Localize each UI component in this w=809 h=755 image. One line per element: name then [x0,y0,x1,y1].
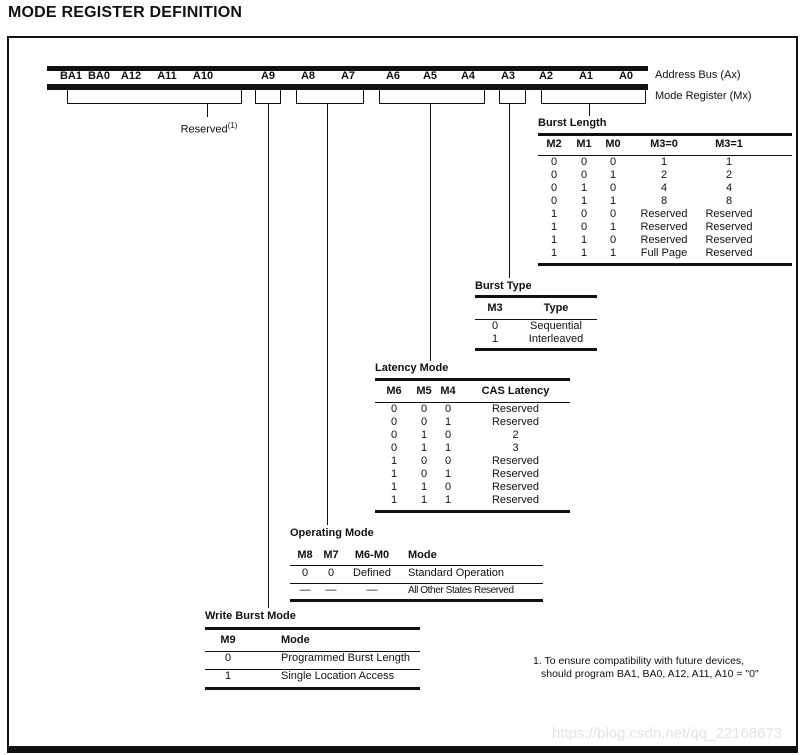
operating-mode-table [290,527,543,602]
table-cell: 3 [512,442,519,454]
table-cell: 1 [580,234,588,246]
table-cell: 0 [550,169,558,181]
table-cell: Reserved [491,494,540,506]
table-cell: 4 [660,182,668,194]
table-row [205,670,420,683]
table-body [538,156,792,260]
table-cell: 0 [420,403,428,415]
table-cell: Reserved [705,208,753,220]
address-bit-a2: A2 [538,70,554,82]
footnote-line-1: 1. To ensure compatibility with future devices, [533,655,745,667]
table-cell: Defined [353,567,391,579]
table-cell: — [325,584,337,596]
table-cell: 1 [491,333,499,345]
column-header: Type [543,302,569,314]
table-cell: 0 [444,455,452,467]
table-cell: 8 [725,195,733,207]
column-header: M6 [386,385,402,397]
address-bit-a3: A3 [500,70,516,82]
table-cell: 0 [609,182,617,194]
address-bit-ba0: BA0 [87,70,111,82]
rule-thin [290,565,543,566]
address-bit-a1: A1 [578,70,594,82]
table-cell: 0 [609,208,617,220]
table-body [290,567,543,597]
rule-thick [375,510,570,513]
column-header: M4 [440,385,456,397]
table-cell: 1 [609,169,617,181]
watermark: https://blog.csdn.net/qq_22168673 [552,725,783,742]
table-title: Burst Length [538,117,607,129]
table-cell: 0 [609,234,617,246]
address-bit-a10: A10 [192,70,214,82]
table-cell: 0 [301,567,309,579]
connector-write-burst-mode [268,104,269,608]
table-cell: 0 [580,156,588,168]
rule-thick [475,295,597,298]
table-cell: 0 [420,416,428,428]
table-cell: 2 [512,429,519,441]
page-title: MODE REGISTER DEFINITION [8,4,243,21]
bracket-a3 [499,89,526,104]
table-row [538,195,792,208]
connector-reserved [207,104,208,117]
address-bit-a8: A8 [300,70,316,82]
connector-operating-mode [327,104,328,525]
rule-thick [375,378,570,381]
table-cell: Reserved [640,221,688,233]
footnote-line-2: should program BA1, BA0, A12, A11, A10 = "0" [541,667,759,680]
table-header-row [375,385,570,398]
address-bit-a12: A12 [120,70,142,82]
table-row [538,247,792,260]
bracket-a6-a4 [379,89,485,104]
table-cell: 8 [660,195,668,207]
table-cell: 1 [444,494,452,506]
table-row [538,169,792,182]
table-cell: 1 [609,221,617,233]
table-header-row [475,302,597,315]
column-header: M7 [323,549,339,561]
column-header: M9 [220,634,236,646]
rule-thick [290,599,543,602]
bracket-a2-a0 [541,89,646,104]
table-cell: 0 [580,208,588,220]
column-header: M0 [605,138,621,150]
column-header: M6-M0 [354,549,390,561]
table-cell: 1 [580,182,588,194]
table-cell: 1 [444,468,452,480]
table-cell: 0 [580,169,588,181]
column-header: Mode [408,549,437,561]
table-cell: 2 [660,169,668,181]
burst-length-table [538,117,792,266]
table-cell: Standard Operation [408,567,505,579]
table-row [538,156,792,169]
table-cell: 1 [660,156,668,168]
table-row [375,429,570,442]
table-cell: 1 [550,208,558,220]
table-row [290,567,543,580]
address-bit-a7: A7 [340,70,356,82]
table-cell: 0 [327,567,335,579]
address-bit-a9: A9 [260,70,276,82]
table-row [375,442,570,455]
latency-mode-table [375,362,570,513]
table-cell: 1 [609,195,617,207]
table-cell: Reserved [705,234,753,246]
table-cell: 0 [491,320,499,332]
table-row [538,221,792,234]
table-cell: 1 [390,494,398,506]
table-row [538,182,792,195]
rule-thick [205,627,420,630]
table-cell: Programmed Burst Length [281,652,411,664]
column-header: M8 [297,549,313,561]
column-header: CAS Latency [481,385,550,397]
table-cell: 1 [580,195,588,207]
table-cell: 0 [444,429,452,441]
table-row [375,468,570,481]
rule-thick [538,133,792,136]
table-row [538,208,792,221]
table-cell: 2 [725,169,733,181]
rule-thick [538,263,792,266]
table-row [475,333,597,346]
bracket-a8-a7 [296,89,364,104]
write-burst-mode-table [205,610,420,690]
address-bit-a5: A5 [422,70,438,82]
table-cell: 0 [444,403,452,415]
table-cell: 0 [420,468,428,480]
table-cell: 1 [420,442,428,454]
address-bit-a11: A11 [157,70,177,82]
table-cell: — [366,584,378,596]
table-cell: 0 [390,403,398,415]
address-bus-label: Address Bus (Ax) [655,69,741,81]
table-cell: 0 [580,221,588,233]
table-cell: Reserved [640,234,688,246]
rule-thick [475,348,597,351]
table-cell: 0 [420,455,428,467]
table-row [375,403,570,416]
table-cell: 1 [444,416,452,428]
address-bit-ba1: BA1 [59,70,83,82]
table-cell: All Other States Reserved [408,585,514,596]
reserved-label [181,119,238,137]
table-cell: 1 [390,455,398,467]
table-cell: 1 [420,429,428,441]
table-header-row [538,138,792,151]
table-cell: 1 [550,221,558,233]
table-header-row [290,549,543,562]
table-header-row [205,634,420,647]
table-cell: 1 [420,481,428,493]
table-cell: 4 [725,182,733,194]
table-row [375,481,570,494]
table-cell: 1 [444,442,452,454]
rule-thick [205,687,420,690]
table-title: Latency Mode [375,362,449,374]
table-cell: Sequential [530,320,582,332]
table-row [205,652,420,665]
reserved-footnote-ref: (1) [227,121,238,130]
table-cell: 0 [444,481,452,493]
column-header: M2 [546,138,562,150]
bracket-a9 [255,89,281,104]
table-cell: 1 [390,468,398,480]
table-cell: 1 [224,670,232,682]
table-cell: 0 [390,416,398,428]
table-cell: 0 [390,429,398,441]
table-body [205,652,420,683]
table-cell: Reserved [491,416,540,428]
address-bit-a4: A4 [460,70,476,82]
table-cell: Reserved [705,247,753,259]
table-cell: 1 [609,247,617,259]
table-cell: 1 [550,234,558,246]
table-cell: 0 [609,156,617,168]
connector-burst-length [589,104,590,116]
column-header: M1 [576,138,592,150]
table-cell: 1 [550,247,558,259]
table-cell: 0 [390,442,398,454]
table-row [538,234,792,247]
address-bit-a0: A0 [618,70,634,82]
table-cell: Reserved [491,403,540,415]
table-cell: Reserved [491,481,540,493]
table-cell: Reserved [705,221,753,233]
table-cell: 1 [725,156,733,168]
table-cell: Interleaved [528,333,584,345]
table-cell: 1 [580,247,588,259]
table-cell: Reserved [640,208,688,220]
burst-type-table [475,280,597,351]
table-cell: 0 [550,195,558,207]
table-cell: 1 [390,481,398,493]
table-cell: Reserved [491,455,540,467]
table-row [290,584,543,597]
table-row [475,320,597,333]
table-cell: 1 [420,494,428,506]
table-cell: Full Page [640,247,688,259]
table-title: Write Burst Mode [205,610,296,622]
table-cell: Reserved [491,468,540,480]
table-row [375,494,570,507]
address-bit-a6: A6 [385,70,401,82]
column-header: M5 [416,385,432,397]
column-header: M3=0 [650,138,678,150]
table-row [375,455,570,468]
table-body [375,403,570,507]
column-header: M3 [487,302,503,314]
connector-burst-type [509,104,510,278]
table-cell: 0 [550,156,558,168]
reserved-text: Reserved [180,123,228,136]
table-cell: 0 [224,652,232,664]
column-header: Mode [281,634,310,646]
bracket-reserved-bits [67,89,242,104]
mode-register-label: Mode Register (Mx) [655,90,752,102]
table-row [375,416,570,429]
connector-latency-mode [430,104,431,361]
table-body [475,320,597,346]
column-header: M3=1 [715,138,743,150]
table-cell: Single Location Access [281,670,395,682]
footnote [533,655,759,680]
table-title: Burst Type [475,280,532,292]
table-title: Operating Mode [290,527,374,539]
table-cell: — [299,584,311,596]
table-cell: 0 [550,182,558,194]
